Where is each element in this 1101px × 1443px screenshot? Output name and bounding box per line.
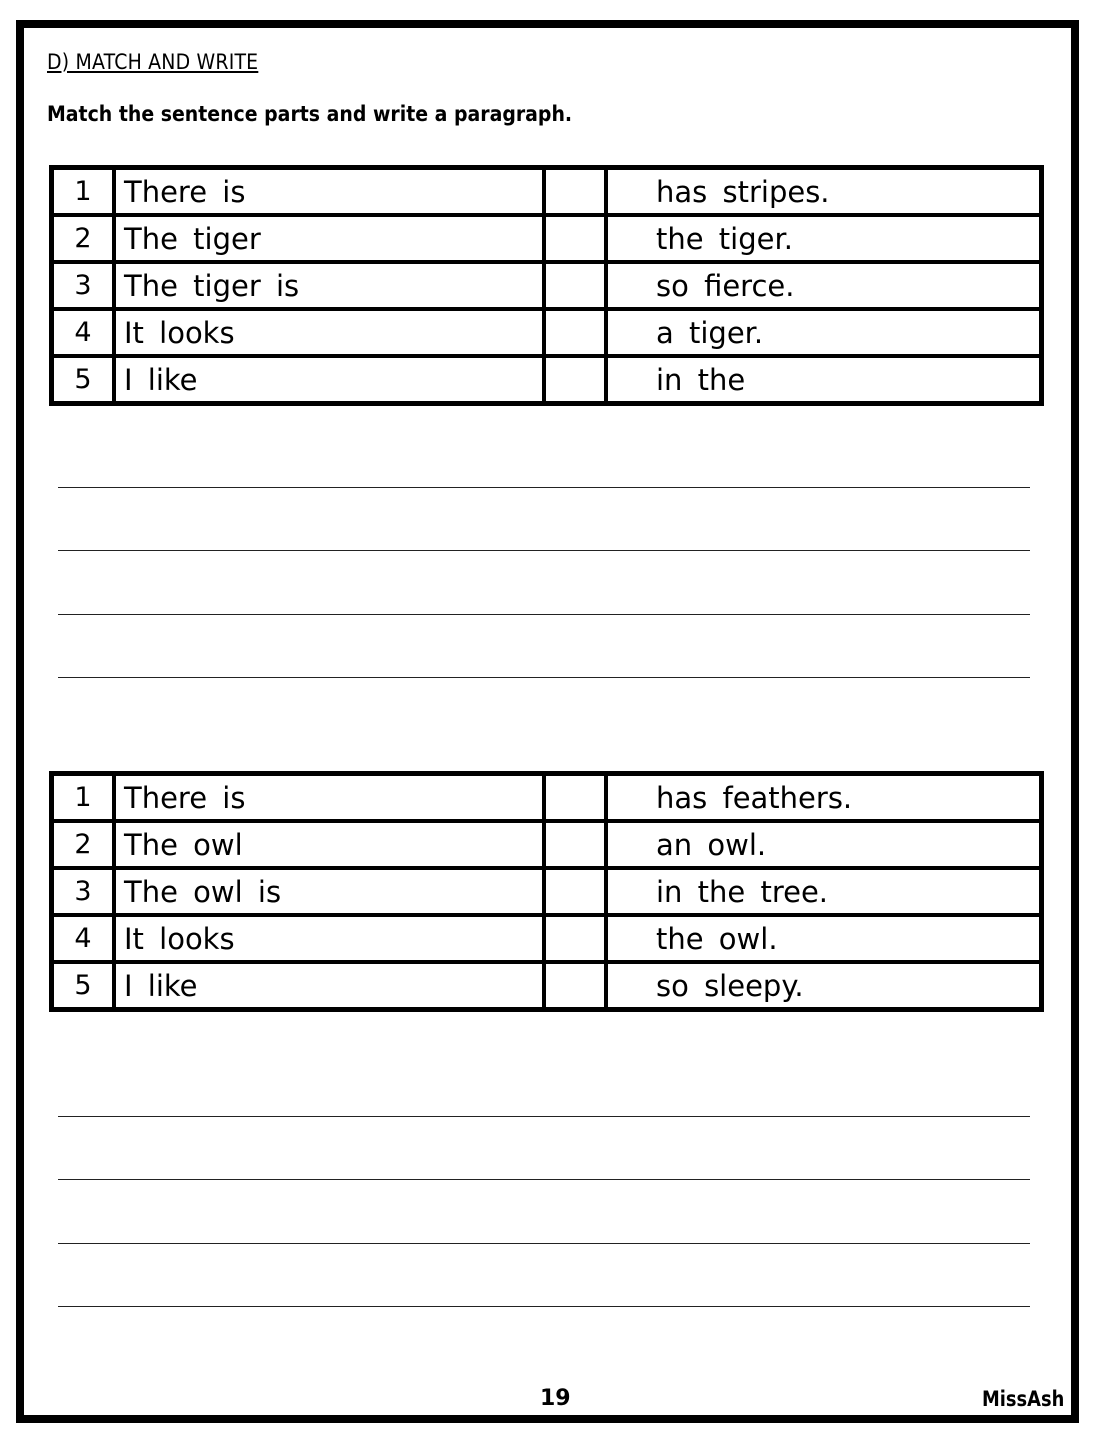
sentence-end: in the <box>606 356 1042 404</box>
answer-box[interactable] <box>544 774 606 822</box>
sentence-start: There is <box>114 774 544 822</box>
row-number: 3 <box>52 262 115 309</box>
table-row <box>52 962 1042 1010</box>
sentence-end: has stripes. <box>606 168 1042 216</box>
writing-line[interactable] <box>58 550 1030 551</box>
table-row <box>52 168 1042 216</box>
instruction-text: Match the sentence parts and write a paragraph. <box>47 102 573 126</box>
sentence-start: The owl <box>114 821 544 868</box>
sentence-start: The tiger is <box>114 262 544 309</box>
row-number: 1 <box>52 774 115 822</box>
writing-line[interactable] <box>58 677 1030 678</box>
sentence-start: There is <box>114 168 544 216</box>
writing-line[interactable] <box>58 1179 1030 1180</box>
sentence-end: an owl. <box>606 821 1042 868</box>
answer-box[interactable] <box>544 821 606 868</box>
row-number: 4 <box>52 309 115 356</box>
row-number: 3 <box>52 868 115 915</box>
table-row <box>52 356 1042 404</box>
writing-line[interactable] <box>58 614 1030 615</box>
page-number: 19 <box>540 1386 571 1411</box>
sentence-start: I like <box>114 962 544 1010</box>
sentence-end: so sleepy. <box>606 962 1042 1010</box>
answer-box[interactable] <box>544 356 606 404</box>
writing-line[interactable] <box>58 1243 1030 1244</box>
row-number: 4 <box>52 915 115 962</box>
match-table-owl <box>49 771 1044 1012</box>
table-row <box>52 868 1042 915</box>
writing-line[interactable] <box>58 1116 1030 1117</box>
sentence-end: so fierce. <box>606 262 1042 309</box>
answer-box[interactable] <box>544 868 606 915</box>
row-number: 1 <box>52 168 115 216</box>
brand-logo: MissAsh <box>982 1387 1065 1411</box>
answer-box[interactable] <box>544 915 606 962</box>
table-row <box>52 262 1042 309</box>
writing-line[interactable] <box>58 1306 1030 1307</box>
row-number: 5 <box>52 356 115 404</box>
table-row <box>52 915 1042 962</box>
row-number: 2 <box>52 215 115 262</box>
answer-box[interactable] <box>544 215 606 262</box>
sentence-start: It looks <box>114 309 544 356</box>
sentence-end: a tiger. <box>606 309 1042 356</box>
match-table-tiger <box>49 165 1044 406</box>
sentence-end: has feathers. <box>606 774 1042 822</box>
sentence-start: The owl is <box>114 868 544 915</box>
answer-box[interactable] <box>544 262 606 309</box>
answer-box[interactable] <box>544 309 606 356</box>
sentence-start: The tiger <box>114 215 544 262</box>
row-number: 2 <box>52 821 115 868</box>
section-heading: D) MATCH AND WRITE <box>47 50 259 74</box>
row-number: 5 <box>52 962 115 1010</box>
table-row <box>52 821 1042 868</box>
table-row <box>52 309 1042 356</box>
table-row <box>52 774 1042 822</box>
answer-box[interactable] <box>544 962 606 1010</box>
sentence-start: I like <box>114 356 544 404</box>
table-row <box>52 215 1042 262</box>
sentence-start: It looks <box>114 915 544 962</box>
writing-line[interactable] <box>58 487 1030 488</box>
answer-box[interactable] <box>544 168 606 216</box>
sentence-end: the tiger. <box>606 215 1042 262</box>
sentence-end: the owl. <box>606 915 1042 962</box>
sentence-end: in the tree. <box>606 868 1042 915</box>
